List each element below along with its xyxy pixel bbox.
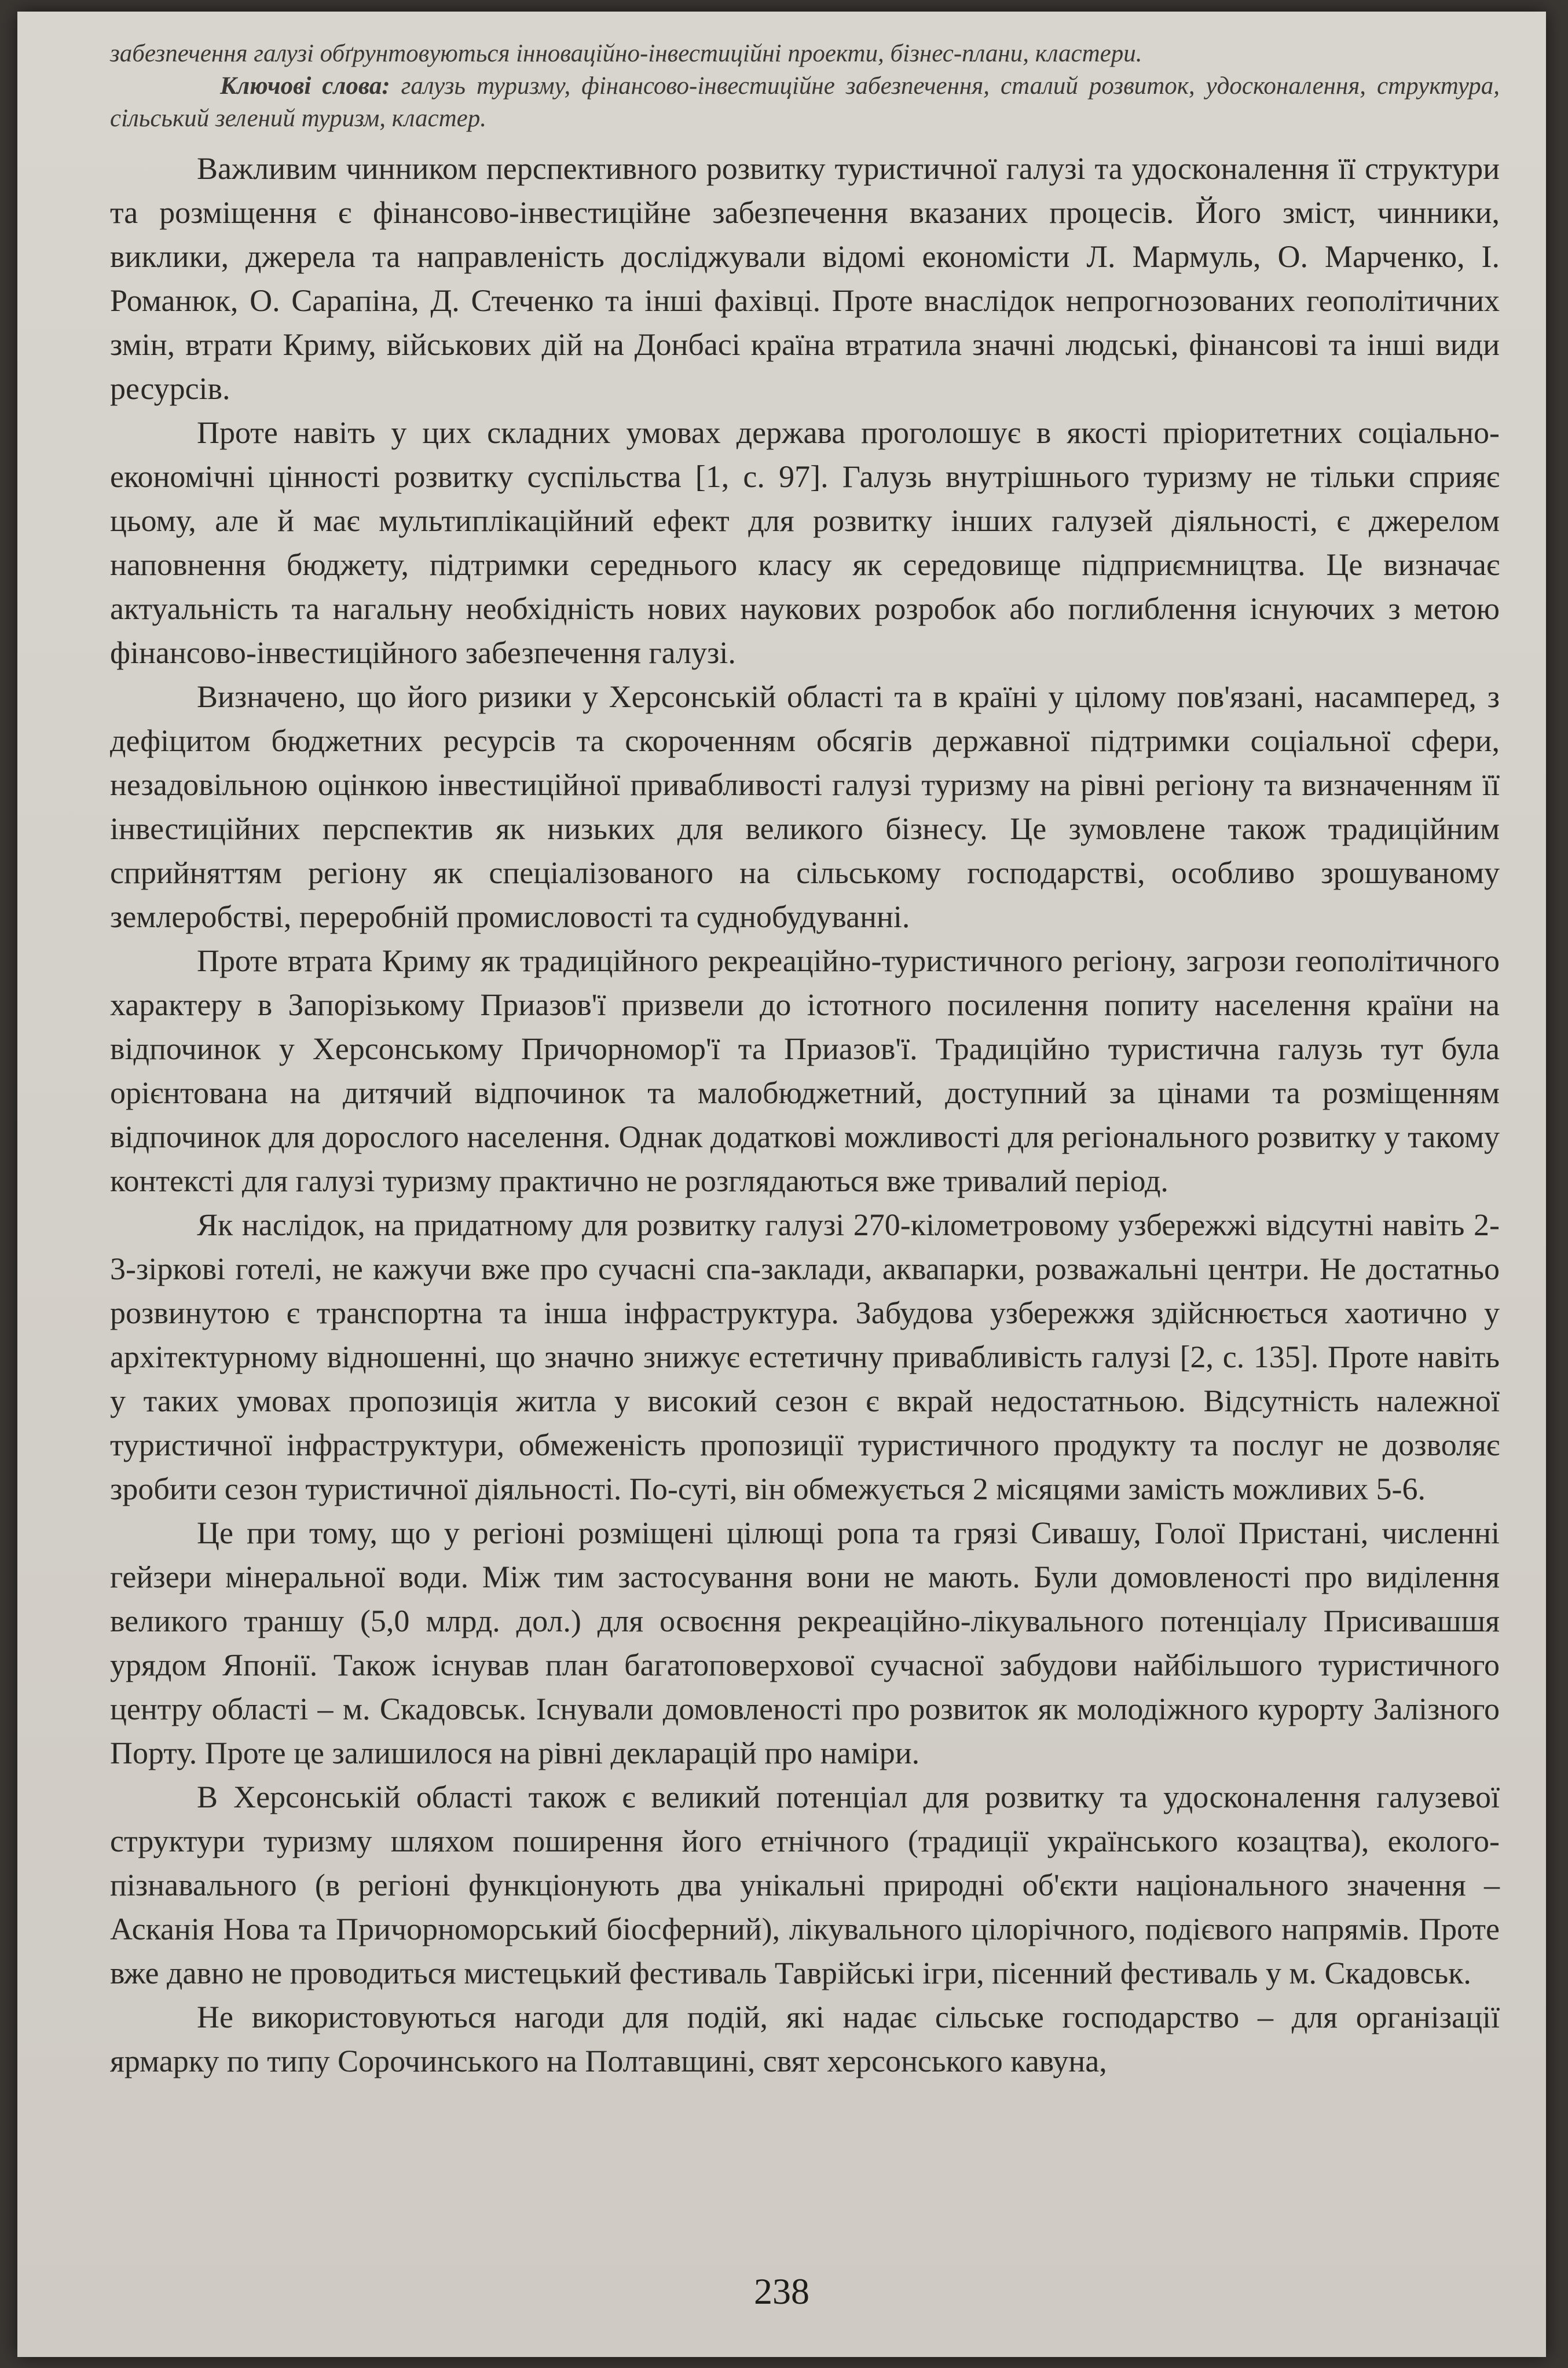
keywords-label: Ключові слова: xyxy=(220,72,390,100)
paragraph-1: Важливим чинником перспективного розвитку туристичної галузі та удосконалення її структури та розміщення є фінансово-інвестиційне забезпечення вказаних процесів. Його зміст, чинники, виклики, джерела та направленість досліджували відомі економісти Л. Мармуль, О. Марченко, І. Романюк, О. Сарапіна, Д. Стеченко та інші фахівці. Проте внаслідок непрогнозованих геополітичних змін, втрати Криму, військових дій на Донбасі країна втратила значні людські, фінансові та інші види ресурсів. xyxy=(110,151,1500,406)
keywords-line xyxy=(110,70,1500,135)
page-number: 238 xyxy=(754,2271,809,2312)
paragraph-7: В Херсонській області також є великий потенціал для розвитку та удосконалення галузевої структури туризму шляхом поширення його етнічного (традиції українського козацтва), еколого-пізнавального (в регіоні функціонують два унікальні природні об'єкти національного значення – Асканія Нова та Причорноморський біосферний), лікувального цілорічного, подієвого напрямів. Проте вже давно не проводиться мистецький фестиваль Таврійські ігри, пісенний фестиваль у м. Скадовськ. xyxy=(110,1780,1500,1990)
paragraph-4: Проте втрата Криму як традиційного рекреаційно-туристичного регіону, загрози геополітичного характеру в Запорізькому Приазов'ї призвели до істотного посилення попиту населення країни на відпочинок у Херсонському Причорномор'ї та Приазов'ї. Традиційно туристична галузь тут була орієнтована на дитячий відпочинок та малобюджетний, доступний за цінами та розміщенням відпочинок для дорослого населення. Однак додаткові можливості для регіонального розвитку у такому контексті для галузі туризму практично не розглядаються вже тривалий період. xyxy=(110,943,1500,1198)
paragraph-2: Проте навіть у цих складних умовах держава проголошує в якості пріоритетних соціально-економічні цінності розвитку суспільства [1, с. 97]. Галузь внутрішнього туризму не тільки сприяє цьому, але й має мультиплікаційний ефект для розвитку інших галузей діяльності, є джерелом наповнення бюджету, підтримки середнього класу як середовище підприємництва. Це визначає актуальність та нагальну необхідність нових наукових розробок або поглиблення існуючих з метою фінансово-інвестиційного забезпечення галузі. xyxy=(110,415,1500,670)
paragraph-3: Визначено, що його ризики у Херсонській області та в країні у цілому пов'язані, насамперед, з дефіцитом бюджетних ресурсів та скороченням обсягів державної підтримки соціальної сфери, незадовільною оцінкою інвестиційної привабливості галузі туризму на рівні регіону та визначенням її інвестиційних перспектив як низьких для великого бізнесу. Це зумовлене також традиційним сприйняттям регіону як спеціалізованого на сільському господарстві, особливо зрошуваному землеробстві, переробній промисловості та суднобудуванні. xyxy=(110,679,1500,934)
abstract-tail: забезпечення галузі обґрунтовуються інноваційно-інвестиційні проекти, бізнес-плани, кластери. xyxy=(110,40,1142,67)
paragraph-5: Як наслідок, на придатному для розвитку галузі 270-кілометровому узбережжі відсутні навіть 2-3-зіркові готелі, не кажучи вже про сучасні спа-заклади, аквапарки, розважальні центри. Не достатньо розвинутою є транспортна та інша інфраструктура. Забудова узбережжя здійснюється хаотично у архітектурному відношенні, що значно знижує естетичну привабливість галузі [2, с. 135]. Проте навіть у таких умовах пропозиція житла у високий сезон є вкрай недостатньою. Відсутність належної туристичної інфраструктури, обмеженість пропозиції туристичного продукту та послуг не дозволяє зробити сезон туристичної діяльності. По-суті, він обмежується 2 місяцями замість можливих 5-6. xyxy=(110,1207,1500,1506)
keywords-text: галузь туризму, фінансово-інвестиційне забезпечення, сталий розвиток, удосконалення, структура, сільський зелений туризм, кластер. xyxy=(110,72,1500,132)
paragraph-8: Не використовуються нагоди для подій, які надає сільське господарство – для організації ярмарку по типу Сорочинського на Полтавщині, свят херсонського кавуна, xyxy=(110,2000,1500,2078)
paragraph-6: Це при тому, що у регіоні розміщені цілющі ропа та грязі Сивашу, Голої Пристані, численні гейзери мінеральної води. Між тим застосування вони не мають. Були домовленості про виділення великого траншу (5,0 млрд. дол.) для освоєння рекреаційно-лікувального потенціалу Присивашшя урядом Японії. Також існував план багатоповерхової сучасної забудови найбільшого туристичного центру області – м. Скадовськ. Існували домовленості про розвиток як молодіжного курорту Залізного Порту. Проте це залишилося на рівні декларацій про наміри. xyxy=(110,1516,1500,1770)
book-page xyxy=(17,12,1546,2357)
page-text-column xyxy=(110,38,1500,2083)
